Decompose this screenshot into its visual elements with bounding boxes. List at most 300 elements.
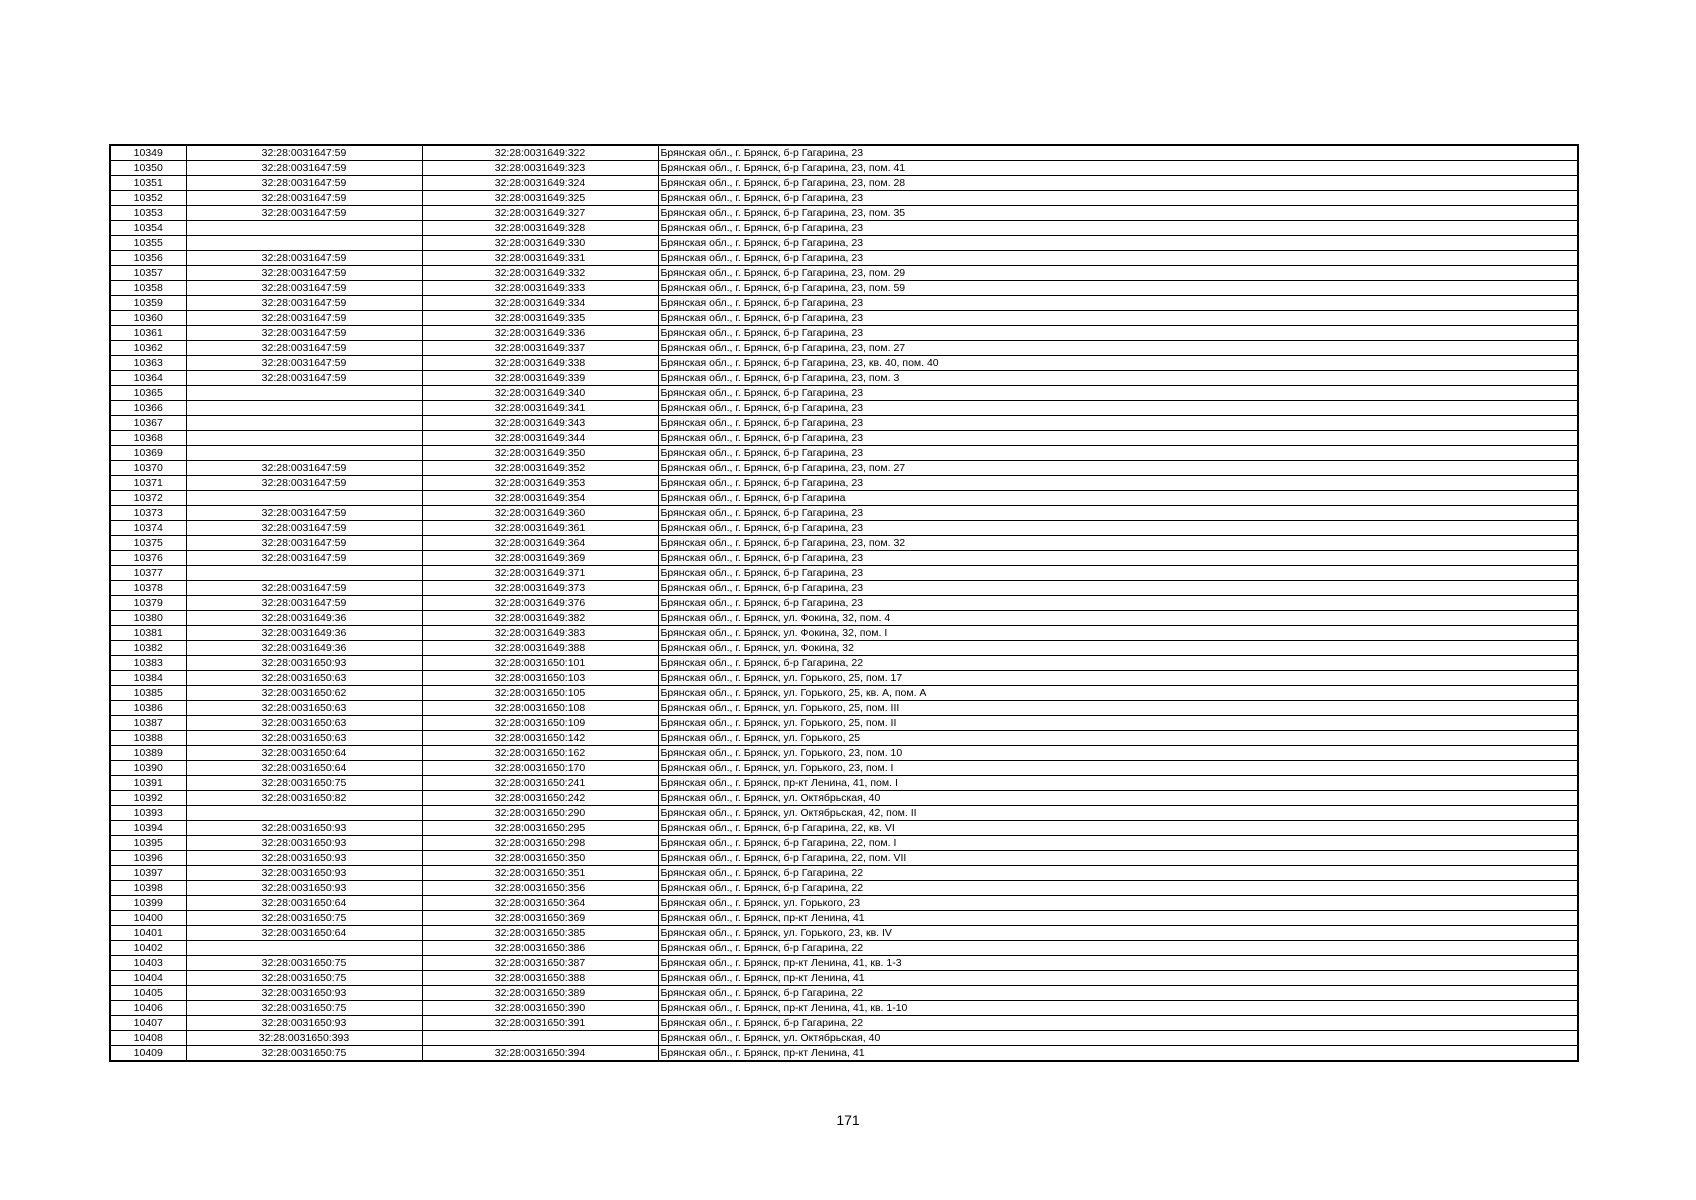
table-row bbox=[110, 461, 1578, 476]
parent-cadastral-number-cell: 32:28:0031649:36 bbox=[186, 626, 422, 641]
table-row bbox=[110, 281, 1578, 296]
cadastral-number-cell: 32:28:0031649:335 bbox=[422, 311, 658, 326]
row-number-cell: 10373 bbox=[110, 506, 186, 521]
table-row bbox=[110, 476, 1578, 491]
address-cell: Брянская обл., г. Брянск, б-р Гагарина, 23 bbox=[658, 431, 1578, 446]
cadastral-number-cell: 32:28:0031649:334 bbox=[422, 296, 658, 311]
row-number-cell: 10407 bbox=[110, 1016, 186, 1031]
parent-cadastral-number-cell: 32:28:0031647:59 bbox=[186, 356, 422, 371]
row-number-cell: 10383 bbox=[110, 656, 186, 671]
row-number-cell: 10389 bbox=[110, 746, 186, 761]
cadastral-number-cell: 32:28:0031649:343 bbox=[422, 416, 658, 431]
table-row bbox=[110, 701, 1578, 716]
parent-cadastral-number-cell: 32:28:0031650:93 bbox=[186, 986, 422, 1001]
table-row bbox=[110, 1031, 1578, 1046]
parent-cadastral-number-cell: 32:28:0031650:64 bbox=[186, 761, 422, 776]
cadastral-number-cell: 32:28:0031650:103 bbox=[422, 671, 658, 686]
address-cell: Брянская обл., г. Брянск, ул. Горького, 23, пом. 10 bbox=[658, 746, 1578, 761]
cadastral-number-cell: 32:28:0031649:369 bbox=[422, 551, 658, 566]
parent-cadastral-number-cell: 32:28:0031647:59 bbox=[186, 206, 422, 221]
row-number-cell: 10371 bbox=[110, 476, 186, 491]
table-row bbox=[110, 836, 1578, 851]
table-row bbox=[110, 746, 1578, 761]
cadastral-number-cell: 32:28:0031649:376 bbox=[422, 596, 658, 611]
parent-cadastral-number-cell: 32:28:0031647:59 bbox=[186, 281, 422, 296]
address-cell: Брянская обл., г. Брянск, б-р Гагарина, 22 bbox=[658, 656, 1578, 671]
cadastral-number-cell: 32:28:0031650:385 bbox=[422, 926, 658, 941]
parent-cadastral-number-cell: 32:28:0031650:93 bbox=[186, 866, 422, 881]
row-number-cell: 10350 bbox=[110, 161, 186, 176]
parent-cadastral-number-cell: 32:28:0031650:82 bbox=[186, 791, 422, 806]
cadastral-number-cell: 32:28:0031650:242 bbox=[422, 791, 658, 806]
parent-cadastral-number-cell: 32:28:0031647:59 bbox=[186, 176, 422, 191]
cadastral-number-cell: 32:28:0031650:391 bbox=[422, 1016, 658, 1031]
table-row bbox=[110, 731, 1578, 746]
table-row bbox=[110, 821, 1578, 836]
parent-cadastral-number-cell bbox=[186, 386, 422, 401]
address-cell: Брянская обл., г. Брянск, пр-кт Ленина, 41 bbox=[658, 971, 1578, 986]
cadastral-number-cell: 32:28:0031650:386 bbox=[422, 941, 658, 956]
table-row bbox=[110, 1046, 1578, 1062]
cadastral-number-cell: 32:28:0031649:330 bbox=[422, 236, 658, 251]
address-cell: Брянская обл., г. Брянск, ул. Фокина, 32, пом. I bbox=[658, 626, 1578, 641]
table-row bbox=[110, 896, 1578, 911]
address-cell: Брянская обл., г. Брянск, б-р Гагарина, 23 bbox=[658, 326, 1578, 341]
table-row bbox=[110, 491, 1578, 506]
parent-cadastral-number-cell bbox=[186, 431, 422, 446]
parent-cadastral-number-cell: 32:28:0031650:75 bbox=[186, 911, 422, 926]
cadastral-number-cell: 32:28:0031649:352 bbox=[422, 461, 658, 476]
parent-cadastral-number-cell bbox=[186, 221, 422, 236]
parent-cadastral-number-cell: 32:28:0031647:59 bbox=[186, 476, 422, 491]
parent-cadastral-number-cell: 32:28:0031647:59 bbox=[186, 521, 422, 536]
row-number-cell: 10355 bbox=[110, 236, 186, 251]
address-cell: Брянская обл., г. Брянск, б-р Гагарина, 22 bbox=[658, 941, 1578, 956]
address-cell: Брянская обл., г. Брянск, б-р Гагарина, 22 bbox=[658, 866, 1578, 881]
table-row bbox=[110, 806, 1578, 821]
address-cell: Брянская обл., г. Брянск, б-р Гагарина, 23, пом. 32 bbox=[658, 536, 1578, 551]
cadastral-number-cell: 32:28:0031649:337 bbox=[422, 341, 658, 356]
parent-cadastral-number-cell: 32:28:0031647:59 bbox=[186, 161, 422, 176]
parent-cadastral-number-cell: 32:28:0031647:59 bbox=[186, 191, 422, 206]
table-row bbox=[110, 446, 1578, 461]
row-number-cell: 10368 bbox=[110, 431, 186, 446]
table-row bbox=[110, 191, 1578, 206]
row-number-cell: 10374 bbox=[110, 521, 186, 536]
parent-cadastral-number-cell: 32:28:0031650:93 bbox=[186, 1016, 422, 1031]
address-cell: Брянская обл., г. Брянск, б-р Гагарина, 23 bbox=[658, 311, 1578, 326]
table-row bbox=[110, 1016, 1578, 1031]
cadastral-number-cell: 32:28:0031649:382 bbox=[422, 611, 658, 626]
cadastral-number-cell: 32:28:0031649:383 bbox=[422, 626, 658, 641]
cadastral-number-cell: 32:28:0031650:170 bbox=[422, 761, 658, 776]
table-row bbox=[110, 401, 1578, 416]
table-row bbox=[110, 971, 1578, 986]
row-number-cell: 10356 bbox=[110, 251, 186, 266]
row-number-cell: 10384 bbox=[110, 671, 186, 686]
table-row bbox=[110, 956, 1578, 971]
table-body bbox=[110, 145, 1578, 1061]
table-row bbox=[110, 506, 1578, 521]
parent-cadastral-number-cell: 32:28:0031650:64 bbox=[186, 746, 422, 761]
row-number-cell: 10408 bbox=[110, 1031, 186, 1046]
table-row bbox=[110, 566, 1578, 581]
cadastral-number-cell: 32:28:0031649:373 bbox=[422, 581, 658, 596]
address-cell: Брянская обл., г. Брянск, б-р Гагарина, 22, пом. I bbox=[658, 836, 1578, 851]
address-cell: Брянская обл., г. Брянск, ул. Октябрьская, 40 bbox=[658, 791, 1578, 806]
row-number-cell: 10358 bbox=[110, 281, 186, 296]
cadastral-number-cell: 32:28:0031650:295 bbox=[422, 821, 658, 836]
parent-cadastral-number-cell: 32:28:0031650:63 bbox=[186, 716, 422, 731]
address-cell: Брянская обл., г. Брянск, б-р Гагарина, 23 bbox=[658, 386, 1578, 401]
address-cell: Брянская обл., г. Брянск, б-р Гагарина, 23 bbox=[658, 521, 1578, 536]
cadastral-number-cell: 32:28:0031650:350 bbox=[422, 851, 658, 866]
row-number-cell: 10380 bbox=[110, 611, 186, 626]
table-row bbox=[110, 716, 1578, 731]
table-row bbox=[110, 206, 1578, 221]
cadastral-number-cell: 32:28:0031649:333 bbox=[422, 281, 658, 296]
table-row bbox=[110, 521, 1578, 536]
parent-cadastral-number-cell: 32:28:0031650:75 bbox=[186, 1001, 422, 1016]
row-number-cell: 10396 bbox=[110, 851, 186, 866]
cadastral-number-cell: 32:28:0031649:323 bbox=[422, 161, 658, 176]
address-cell: Брянская обл., г. Брянск, б-р Гагарина, 23 bbox=[658, 251, 1578, 266]
cadastral-number-cell: 32:28:0031649:324 bbox=[422, 176, 658, 191]
cadastral-number-cell: 32:28:0031650:290 bbox=[422, 806, 658, 821]
cadastral-number-cell: 32:28:0031649:327 bbox=[422, 206, 658, 221]
row-number-cell: 10379 bbox=[110, 596, 186, 611]
table-row bbox=[110, 641, 1578, 656]
parent-cadastral-number-cell: 32:28:0031650:63 bbox=[186, 731, 422, 746]
parent-cadastral-number-cell: 32:28:0031650:63 bbox=[186, 701, 422, 716]
row-number-cell: 10359 bbox=[110, 296, 186, 311]
row-number-cell: 10402 bbox=[110, 941, 186, 956]
row-number-cell: 10398 bbox=[110, 881, 186, 896]
cadastral-number-cell: 32:28:0031649:353 bbox=[422, 476, 658, 491]
row-number-cell: 10357 bbox=[110, 266, 186, 281]
address-cell: Брянская обл., г. Брянск, пр-кт Ленина, 41, пом. I bbox=[658, 776, 1578, 791]
parent-cadastral-number-cell: 32:28:0031650:63 bbox=[186, 671, 422, 686]
cadastral-number-cell: 32:28:0031650:390 bbox=[422, 1001, 658, 1016]
row-number-cell: 10354 bbox=[110, 221, 186, 236]
row-number-cell: 10401 bbox=[110, 926, 186, 941]
address-cell: Брянская обл., г. Брянск, б-р Гагарина, 23 bbox=[658, 551, 1578, 566]
parent-cadastral-number-cell: 32:28:0031647:59 bbox=[186, 461, 422, 476]
row-number-cell: 10391 bbox=[110, 776, 186, 791]
address-cell: Брянская обл., г. Брянск, б-р Гагарина, 22 bbox=[658, 986, 1578, 1001]
cadastral-number-cell: 32:28:0031650:142 bbox=[422, 731, 658, 746]
address-cell: Брянская обл., г. Брянск, б-р Гагарина, 23, пом. 27 bbox=[658, 341, 1578, 356]
table-row bbox=[110, 536, 1578, 551]
address-cell: Брянская обл., г. Брянск, б-р Гагарина, 23 bbox=[658, 596, 1578, 611]
row-number-cell: 10352 bbox=[110, 191, 186, 206]
parent-cadastral-number-cell: 32:28:0031647:59 bbox=[186, 251, 422, 266]
row-number-cell: 10375 bbox=[110, 536, 186, 551]
table-row bbox=[110, 296, 1578, 311]
row-number-cell: 10362 bbox=[110, 341, 186, 356]
address-cell: Брянская обл., г. Брянск, б-р Гагарина, 23 bbox=[658, 221, 1578, 236]
address-cell: Брянская обл., г. Брянск, б-р Гагарина bbox=[658, 491, 1578, 506]
address-cell: Брянская обл., г. Брянск, б-р Гагарина, 23 bbox=[658, 236, 1578, 251]
address-cell: Брянская обл., г. Брянск, б-р Гагарина, 23 bbox=[658, 296, 1578, 311]
parent-cadastral-number-cell: 32:28:0031650:75 bbox=[186, 971, 422, 986]
cadastral-number-cell: 32:28:0031650:298 bbox=[422, 836, 658, 851]
row-number-cell: 10399 bbox=[110, 896, 186, 911]
cadastral-number-cell: 32:28:0031649:371 bbox=[422, 566, 658, 581]
table-row bbox=[110, 761, 1578, 776]
table-row bbox=[110, 326, 1578, 341]
table-row bbox=[110, 236, 1578, 251]
cadastral-number-cell: 32:28:0031650:369 bbox=[422, 911, 658, 926]
row-number-cell: 10403 bbox=[110, 956, 186, 971]
cadastral-number-cell: 32:28:0031650:388 bbox=[422, 971, 658, 986]
address-cell: Брянская обл., г. Брянск, б-р Гагарина, 23 bbox=[658, 476, 1578, 491]
address-cell: Брянская обл., г. Брянск, б-р Гагарина, 23, пом. 35 bbox=[658, 206, 1578, 221]
parent-cadastral-number-cell: 32:28:0031650:93 bbox=[186, 821, 422, 836]
address-cell: Брянская обл., г. Брянск, ул. Горького, 25, кв. А, пом. А bbox=[658, 686, 1578, 701]
parent-cadastral-number-cell: 32:28:0031647:59 bbox=[186, 266, 422, 281]
address-cell: Брянская обл., г. Брянск, б-р Гагарина, 23 bbox=[658, 566, 1578, 581]
parent-cadastral-number-cell: 32:28:0031650:75 bbox=[186, 776, 422, 791]
cadastral-number-cell: 32:28:0031650:351 bbox=[422, 866, 658, 881]
cadastral-number-cell: 32:28:0031649:361 bbox=[422, 521, 658, 536]
row-number-cell: 10392 bbox=[110, 791, 186, 806]
cadastral-number-cell: 32:28:0031649:339 bbox=[422, 371, 658, 386]
parent-cadastral-number-cell: 32:28:0031650:393 bbox=[186, 1031, 422, 1046]
row-number-cell: 10367 bbox=[110, 416, 186, 431]
cadastral-number-cell: 32:28:0031649:332 bbox=[422, 266, 658, 281]
address-cell: Брянская обл., г. Брянск, б-р Гагарина, 23, пом. 3 bbox=[658, 371, 1578, 386]
row-number-cell: 10394 bbox=[110, 821, 186, 836]
row-number-cell: 10351 bbox=[110, 176, 186, 191]
row-number-cell: 10385 bbox=[110, 686, 186, 701]
address-cell: Брянская обл., г. Брянск, ул. Фокина, 32 bbox=[658, 641, 1578, 656]
table-row bbox=[110, 581, 1578, 596]
table-row bbox=[110, 656, 1578, 671]
address-cell: Брянская обл., г. Брянск, б-р Гагарина, 23 bbox=[658, 416, 1578, 431]
row-number-cell: 10409 bbox=[110, 1046, 186, 1062]
row-number-cell: 10388 bbox=[110, 731, 186, 746]
cadastral-number-cell: 32:28:0031650:241 bbox=[422, 776, 658, 791]
cadastral-number-cell: 32:28:0031650:389 bbox=[422, 986, 658, 1001]
parent-cadastral-number-cell: 32:28:0031650:62 bbox=[186, 686, 422, 701]
table-row bbox=[110, 911, 1578, 926]
table-row bbox=[110, 626, 1578, 641]
row-number-cell: 10363 bbox=[110, 356, 186, 371]
address-cell: Брянская обл., г. Брянск, б-р Гагарина, 23, пом. 28 bbox=[658, 176, 1578, 191]
cadastral-number-cell: 32:28:0031650:108 bbox=[422, 701, 658, 716]
table-row bbox=[110, 386, 1578, 401]
table-row bbox=[110, 851, 1578, 866]
address-cell: Брянская обл., г. Брянск, ул. Фокина, 32, пом. 4 bbox=[658, 611, 1578, 626]
cadastral-number-cell: 32:28:0031649:322 bbox=[422, 145, 658, 161]
row-number-cell: 10353 bbox=[110, 206, 186, 221]
table-row bbox=[110, 251, 1578, 266]
cadastral-number-cell: 32:28:0031649:331 bbox=[422, 251, 658, 266]
row-number-cell: 10400 bbox=[110, 911, 186, 926]
address-cell: Брянская обл., г. Брянск, пр-кт Ленина, 41, кв. 1-10 bbox=[658, 1001, 1578, 1016]
parent-cadastral-number-cell: 32:28:0031650:75 bbox=[186, 956, 422, 971]
parent-cadastral-number-cell: 32:28:0031647:59 bbox=[186, 581, 422, 596]
parent-cadastral-number-cell: 32:28:0031650:93 bbox=[186, 851, 422, 866]
address-cell: Брянская обл., г. Брянск, б-р Гагарина, 22 bbox=[658, 1016, 1578, 1031]
cadastral-number-cell bbox=[422, 1031, 658, 1046]
address-cell: Брянская обл., г. Брянск, б-р Гагарина, 22 bbox=[658, 881, 1578, 896]
parent-cadastral-number-cell bbox=[186, 806, 422, 821]
table-row bbox=[110, 941, 1578, 956]
parent-cadastral-number-cell: 32:28:0031649:36 bbox=[186, 611, 422, 626]
table-row bbox=[110, 1001, 1578, 1016]
table-row bbox=[110, 311, 1578, 326]
cadastral-number-cell: 32:28:0031650:109 bbox=[422, 716, 658, 731]
row-number-cell: 10393 bbox=[110, 806, 186, 821]
row-number-cell: 10378 bbox=[110, 581, 186, 596]
row-number-cell: 10387 bbox=[110, 716, 186, 731]
address-cell: Брянская обл., г. Брянск, б-р Гагарина, 23 bbox=[658, 145, 1578, 161]
cadastral-number-cell: 32:28:0031650:101 bbox=[422, 656, 658, 671]
parent-cadastral-number-cell: 32:28:0031647:59 bbox=[186, 536, 422, 551]
address-cell: Брянская обл., г. Брянск, б-р Гагарина, 22, кв. VI bbox=[658, 821, 1578, 836]
address-cell: Брянская обл., г. Брянск, пр-кт Ленина, 41, кв. 1-3 bbox=[658, 956, 1578, 971]
table-row bbox=[110, 221, 1578, 236]
cadastral-number-cell: 32:28:0031649:350 bbox=[422, 446, 658, 461]
table-row bbox=[110, 431, 1578, 446]
row-number-cell: 10372 bbox=[110, 491, 186, 506]
parent-cadastral-number-cell: 32:28:0031647:59 bbox=[186, 551, 422, 566]
table-row bbox=[110, 176, 1578, 191]
parent-cadastral-number-cell: 32:28:0031649:36 bbox=[186, 641, 422, 656]
table-row bbox=[110, 266, 1578, 281]
row-number-cell: 10360 bbox=[110, 311, 186, 326]
parent-cadastral-number-cell bbox=[186, 236, 422, 251]
table-row bbox=[110, 145, 1578, 161]
row-number-cell: 10404 bbox=[110, 971, 186, 986]
row-number-cell: 10365 bbox=[110, 386, 186, 401]
parent-cadastral-number-cell bbox=[186, 416, 422, 431]
address-cell: Брянская обл., г. Брянск, б-р Гагарина, 23 bbox=[658, 191, 1578, 206]
address-cell: Брянская обл., г. Брянск, пр-кт Ленина, 41 bbox=[658, 911, 1578, 926]
row-number-cell: 10395 bbox=[110, 836, 186, 851]
cadastral-number-cell: 32:28:0031650:162 bbox=[422, 746, 658, 761]
row-number-cell: 10390 bbox=[110, 761, 186, 776]
table-row bbox=[110, 926, 1578, 941]
parent-cadastral-number-cell: 32:28:0031650:93 bbox=[186, 656, 422, 671]
parent-cadastral-number-cell: 32:28:0031650:75 bbox=[186, 1046, 422, 1062]
row-number-cell: 10377 bbox=[110, 566, 186, 581]
row-number-cell: 10386 bbox=[110, 701, 186, 716]
row-number-cell: 10406 bbox=[110, 1001, 186, 1016]
table-row bbox=[110, 866, 1578, 881]
address-cell: Брянская обл., г. Брянск, б-р Гагарина, 23 bbox=[658, 401, 1578, 416]
table-row bbox=[110, 356, 1578, 371]
row-number-cell: 10349 bbox=[110, 145, 186, 161]
address-cell: Брянская обл., г. Брянск, ул. Горького, 25 bbox=[658, 731, 1578, 746]
parent-cadastral-number-cell bbox=[186, 941, 422, 956]
row-number-cell: 10361 bbox=[110, 326, 186, 341]
address-cell: Брянская обл., г. Брянск, ул. Горького, 25, пом. III bbox=[658, 701, 1578, 716]
table-row bbox=[110, 551, 1578, 566]
cadastral-number-cell: 32:28:0031649:360 bbox=[422, 506, 658, 521]
table-row bbox=[110, 416, 1578, 431]
cadastral-number-cell: 32:28:0031649:344 bbox=[422, 431, 658, 446]
parent-cadastral-number-cell: 32:28:0031647:59 bbox=[186, 506, 422, 521]
parent-cadastral-number-cell: 32:28:0031647:59 bbox=[186, 326, 422, 341]
table-row bbox=[110, 596, 1578, 611]
address-cell: Брянская обл., г. Брянск, б-р Гагарина, 23 bbox=[658, 446, 1578, 461]
address-cell: Брянская обл., г. Брянск, б-р Гагарина, 23, пом. 29 bbox=[658, 266, 1578, 281]
table-row bbox=[110, 611, 1578, 626]
cadastral-number-cell: 32:28:0031649:328 bbox=[422, 221, 658, 236]
parent-cadastral-number-cell: 32:28:0031650:93 bbox=[186, 836, 422, 851]
cadastral-number-cell: 32:28:0031650:356 bbox=[422, 881, 658, 896]
address-cell: Брянская обл., г. Брянск, б-р Гагарина, 23, пом. 59 bbox=[658, 281, 1578, 296]
parent-cadastral-number-cell: 32:28:0031650:64 bbox=[186, 926, 422, 941]
address-cell: Брянская обл., г. Брянск, пр-кт Ленина, 41 bbox=[658, 1046, 1578, 1062]
cadastral-number-cell: 32:28:0031649:340 bbox=[422, 386, 658, 401]
table-row bbox=[110, 776, 1578, 791]
table-row bbox=[110, 791, 1578, 806]
row-number-cell: 10382 bbox=[110, 641, 186, 656]
row-number-cell: 10364 bbox=[110, 371, 186, 386]
parent-cadastral-number-cell: 32:28:0031647:59 bbox=[186, 371, 422, 386]
page-number: 171 bbox=[836, 1112, 860, 1128]
table-row bbox=[110, 161, 1578, 176]
address-cell: Брянская обл., г. Брянск, б-р Гагарина, 23 bbox=[658, 581, 1578, 596]
address-cell: Брянская обл., г. Брянск, ул. Горького, 23, кв. IV bbox=[658, 926, 1578, 941]
parent-cadastral-number-cell: 32:28:0031650:64 bbox=[186, 896, 422, 911]
cadastral-number-cell: 32:28:0031649:325 bbox=[422, 191, 658, 206]
parent-cadastral-number-cell bbox=[186, 446, 422, 461]
cadastral-number-cell: 32:28:0031649:354 bbox=[422, 491, 658, 506]
cadastral-table bbox=[109, 144, 1579, 1062]
cadastral-number-cell: 32:28:0031650:105 bbox=[422, 686, 658, 701]
parent-cadastral-number-cell: 32:28:0031647:59 bbox=[186, 311, 422, 326]
address-cell: Брянская обл., г. Брянск, б-р Гагарина, 23, пом. 41 bbox=[658, 161, 1578, 176]
row-number-cell: 10366 bbox=[110, 401, 186, 416]
parent-cadastral-number-cell: 32:28:0031647:59 bbox=[186, 341, 422, 356]
address-cell: Брянская обл., г. Брянск, б-р Гагарина, 23 bbox=[658, 506, 1578, 521]
parent-cadastral-number-cell: 32:28:0031647:59 bbox=[186, 596, 422, 611]
row-number-cell: 10397 bbox=[110, 866, 186, 881]
row-number-cell: 10369 bbox=[110, 446, 186, 461]
row-number-cell: 10370 bbox=[110, 461, 186, 476]
table-row bbox=[110, 986, 1578, 1001]
table-row bbox=[110, 686, 1578, 701]
table-row bbox=[110, 371, 1578, 386]
address-cell: Брянская обл., г. Брянск, ул. Горького, 25, пом. II bbox=[658, 716, 1578, 731]
row-number-cell: 10376 bbox=[110, 551, 186, 566]
address-cell: Брянская обл., г. Брянск, ул. Октябрьская, 40 bbox=[658, 1031, 1578, 1046]
address-cell: Брянская обл., г. Брянск, б-р Гагарина, 23, кв. 40, пом. 40 bbox=[658, 356, 1578, 371]
cadastral-number-cell: 32:28:0031649:338 bbox=[422, 356, 658, 371]
address-cell: Брянская обл., г. Брянск, б-р Гагарина, 23, пом. 27 bbox=[658, 461, 1578, 476]
parent-cadastral-number-cell bbox=[186, 491, 422, 506]
address-cell: Брянская обл., г. Брянск, б-р Гагарина, 22, пом. VII bbox=[658, 851, 1578, 866]
parent-cadastral-number-cell: 32:28:0031650:93 bbox=[186, 881, 422, 896]
address-cell: Брянская обл., г. Брянск, ул. Горького, 25, пом. 17 bbox=[658, 671, 1578, 686]
address-cell: Брянская обл., г. Брянск, ул. Горького, 23 bbox=[658, 896, 1578, 911]
table-row bbox=[110, 341, 1578, 356]
row-number-cell: 10381 bbox=[110, 626, 186, 641]
cadastral-number-cell: 32:28:0031650:394 bbox=[422, 1046, 658, 1062]
cadastral-number-cell: 32:28:0031650:364 bbox=[422, 896, 658, 911]
parent-cadastral-number-cell bbox=[186, 401, 422, 416]
row-number-cell: 10405 bbox=[110, 986, 186, 1001]
cadastral-number-cell: 32:28:0031650:387 bbox=[422, 956, 658, 971]
cadastral-number-cell: 32:28:0031649:341 bbox=[422, 401, 658, 416]
address-cell: Брянская обл., г. Брянск, ул. Октябрьская, 42, пом. II bbox=[658, 806, 1578, 821]
table-row bbox=[110, 671, 1578, 686]
